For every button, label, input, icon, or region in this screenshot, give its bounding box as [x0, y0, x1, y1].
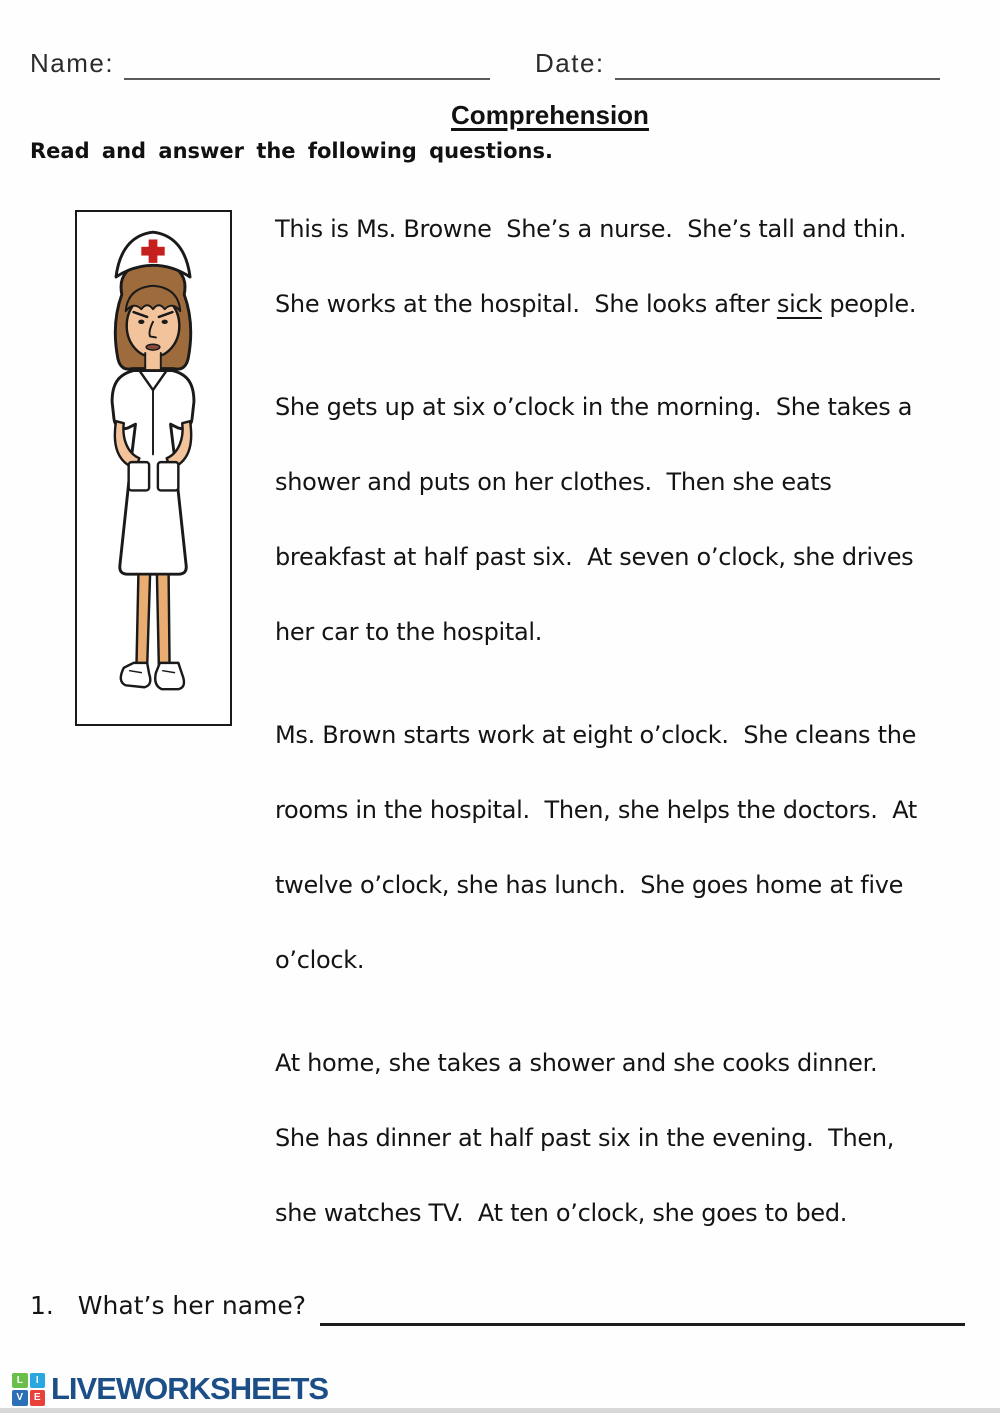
passage-line: She gets up at six o’clock in the morning. She takes a — [275, 393, 913, 421]
paragraph-1 — [275, 192, 975, 342]
date-label: Date: — [535, 48, 605, 78]
passage-line: shower and puts on her clothes. Then she eats — [275, 468, 832, 496]
passage-line: She has dinner at half past six in the evening. Then, — [275, 1124, 895, 1152]
liveworksheets-grid-icon — [12, 1373, 45, 1406]
passage-line: her car to the hospital. — [275, 618, 543, 646]
liveworksheets-logo[interactable] — [12, 1371, 328, 1407]
answer-blank-line[interactable] — [320, 1288, 965, 1326]
date-field — [535, 46, 940, 80]
reading-passage — [275, 192, 975, 1279]
logo-text: LIVEWORKSHEETS — [51, 1371, 329, 1406]
date-blank-line[interactable] — [615, 48, 940, 80]
passage-line: She works at the hospital. She looks after sick people. — [275, 290, 917, 318]
name-blank-line[interactable] — [124, 48, 490, 80]
paragraph-3 — [275, 698, 975, 998]
name-field — [30, 46, 490, 80]
paragraph-2 — [275, 370, 975, 670]
instructions-text: Read and answer the following questions. — [30, 139, 553, 163]
nurse-shoes — [121, 663, 151, 687]
passage-line: breakfast at half past six. At seven o’clock, she drives — [275, 543, 914, 571]
page-bottom-edge — [0, 1408, 1000, 1413]
page-title: Comprehension — [451, 100, 649, 130]
question-text: What’s her name? — [69, 1291, 307, 1320]
paragraph-4 — [275, 1026, 975, 1251]
logo-tile-v: V — [12, 1390, 28, 1406]
passage-line: twelve o’clock, she has lunch. She goes home at five — [275, 871, 904, 899]
logo-tile-i: I — [30, 1373, 46, 1389]
logo-tile-l: L — [12, 1373, 28, 1389]
logo-tile-e: E — [30, 1390, 46, 1406]
nurse-figure-frame — [75, 210, 232, 726]
passage-line: Ms. Brown starts work at eight o’clock. She cleans the — [275, 721, 917, 749]
passage-line: rooms in the hospital. Then, she helps the doctors. At — [275, 796, 918, 824]
passage-line: o’clock. — [275, 946, 365, 974]
underlined-word: sick — [776, 290, 822, 318]
question-number: 1. — [30, 1291, 54, 1320]
nurse-image — [77, 212, 230, 724]
passage-line: At home, she takes a shower and she cooks dinner. — [275, 1049, 878, 1077]
question-1 — [30, 1278, 965, 1326]
passage-line: she watches TV. At ten o’clock, she goes to bed. — [275, 1199, 848, 1227]
passage-line: This is Ms. Browne She’s a nurse. She’s tall and thin. — [275, 215, 907, 243]
name-label: Name: — [30, 48, 115, 78]
